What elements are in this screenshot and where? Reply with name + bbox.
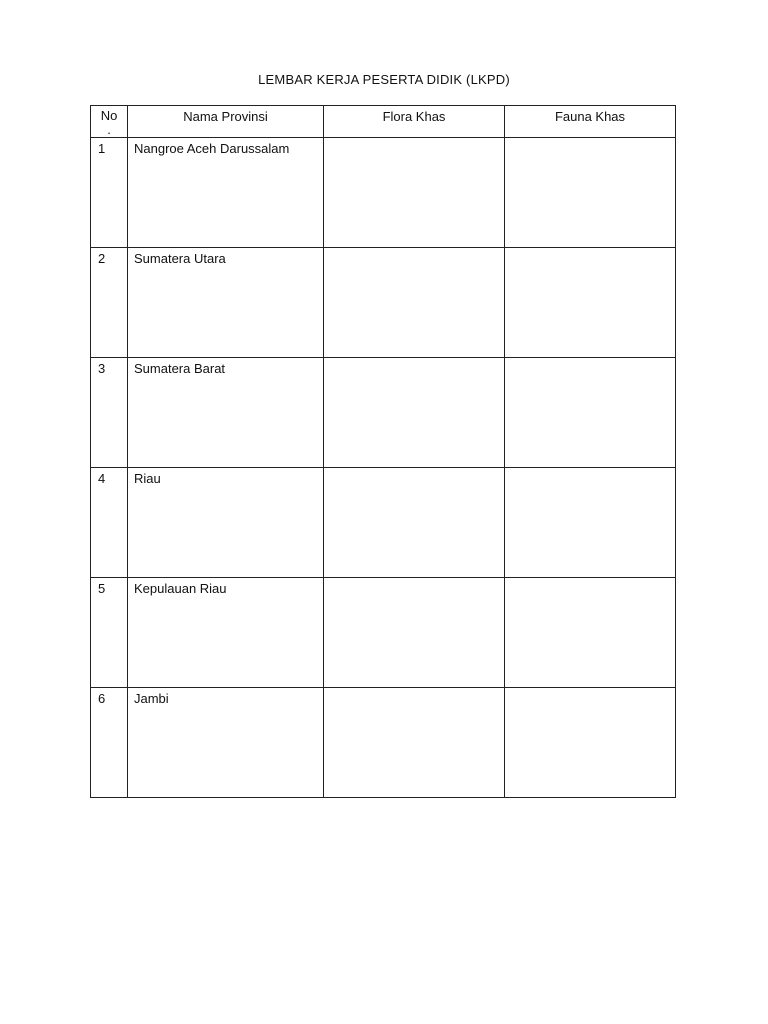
table-row xyxy=(91,578,676,688)
flora-cell[interactable] xyxy=(324,468,505,578)
table-header-row xyxy=(91,106,676,138)
header-no-line1: No xyxy=(100,108,118,123)
province-name: Kepulauan Riau xyxy=(128,578,324,688)
fauna-cell[interactable] xyxy=(505,688,676,798)
row-number: 1 xyxy=(91,138,128,248)
page-title: LEMBAR KERJA PESERTA DIDIK (LKPD) xyxy=(258,72,510,87)
table-row xyxy=(91,138,676,248)
worksheet-table xyxy=(90,105,676,798)
row-number: 2 xyxy=(91,248,128,358)
table-row xyxy=(91,468,676,578)
fauna-cell[interactable] xyxy=(505,248,676,358)
flora-cell[interactable] xyxy=(324,138,505,248)
province-name: Nangroe Aceh Darussalam xyxy=(128,138,324,248)
fauna-cell[interactable] xyxy=(505,358,676,468)
header-fauna: Fauna Khas xyxy=(505,106,676,138)
table-row xyxy=(91,248,676,358)
header-no-line2: . xyxy=(107,122,111,137)
flora-cell[interactable] xyxy=(324,688,505,798)
header-no xyxy=(91,106,128,138)
fauna-cell[interactable] xyxy=(505,138,676,248)
row-number: 4 xyxy=(91,468,128,578)
header-flora: Flora Khas xyxy=(324,106,505,138)
fauna-cell[interactable] xyxy=(505,578,676,688)
province-name: Sumatera Barat xyxy=(128,358,324,468)
province-name: Sumatera Utara xyxy=(128,248,324,358)
province-name: Riau xyxy=(128,468,324,578)
row-number: 6 xyxy=(91,688,128,798)
flora-cell[interactable] xyxy=(324,358,505,468)
table-row xyxy=(91,358,676,468)
fauna-cell[interactable] xyxy=(505,468,676,578)
row-number: 3 xyxy=(91,358,128,468)
flora-cell[interactable] xyxy=(324,578,505,688)
row-number: 5 xyxy=(91,578,128,688)
header-province: Nama Provinsi xyxy=(128,106,324,138)
flora-cell[interactable] xyxy=(324,248,505,358)
table-row xyxy=(91,688,676,798)
province-name: Jambi xyxy=(128,688,324,798)
